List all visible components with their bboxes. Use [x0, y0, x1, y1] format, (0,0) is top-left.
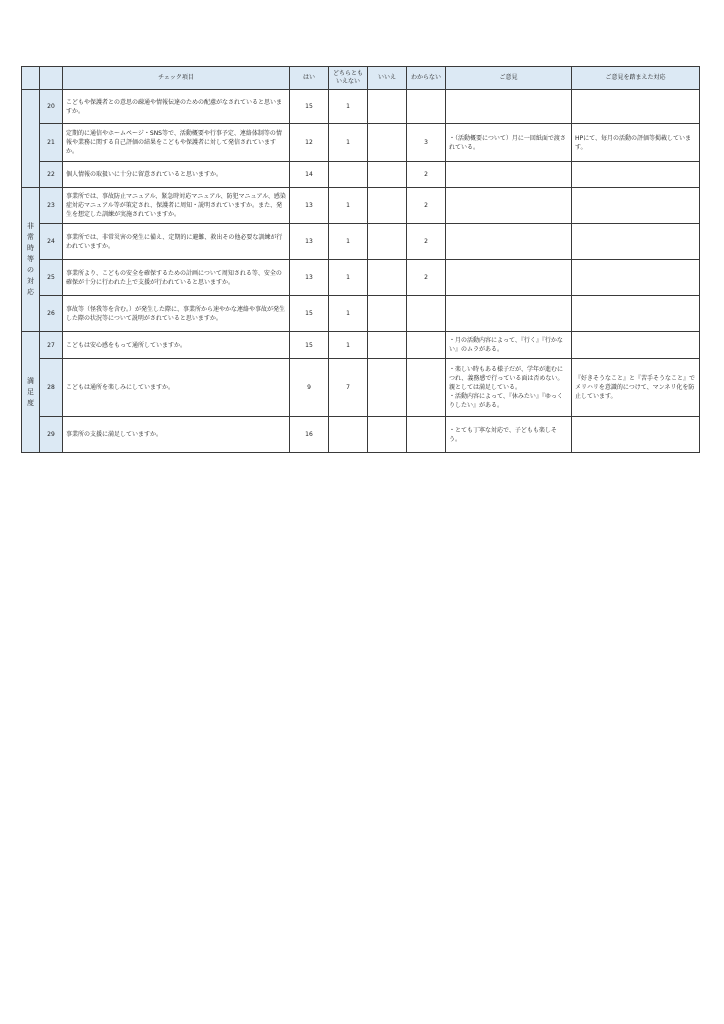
item-number: 28 [40, 359, 63, 417]
item-number: 24 [40, 224, 63, 260]
no-count [368, 260, 407, 296]
no-count [368, 224, 407, 260]
response-cell [572, 90, 700, 124]
table-row [22, 417, 700, 453]
neither-count: 1 [329, 260, 368, 296]
opinion-cell [446, 162, 572, 188]
item-number: 27 [40, 332, 63, 359]
yes-count: 15 [290, 90, 329, 124]
item-number: 23 [40, 188, 63, 224]
item-number: 26 [40, 296, 63, 332]
no-count [368, 162, 407, 188]
response-cell: HPにて、毎月の活動の評価等掲載しています。 [572, 124, 700, 162]
table-row [22, 162, 700, 188]
survey-table [21, 66, 700, 453]
opinion-line: ・月の活動内容によって、『行く』『行かない』のムラがある。 [449, 337, 563, 353]
neither-count: 1 [329, 296, 368, 332]
header-row [22, 67, 700, 90]
opinion-cell [446, 296, 572, 332]
unknown-count [407, 359, 446, 417]
yes-count: 13 [290, 260, 329, 296]
response-cell [572, 162, 700, 188]
unknown-count: 2 [407, 188, 446, 224]
opinion-line: ・活動内容によって、『休みたい』『ゆっくりしたい』がある。 [449, 393, 563, 409]
unknown-count: 2 [407, 224, 446, 260]
opinion-cell [446, 224, 572, 260]
survey-body [22, 90, 700, 453]
opinion-line: ・楽しい時もある様子だが、学年が進むにつれ、義務感で行っている面は否めない。親としては満足している。 [449, 366, 564, 391]
question-text: 定期的に通信やホームページ・SNS等で、活動概要や行事予定、連絡体制等の情報や業務に関する自己評価の結果をこどもや保護者に対して発信されていますか。 [63, 124, 290, 162]
yes-count: 13 [290, 224, 329, 260]
neither-count: 1 [329, 188, 368, 224]
no-count [368, 188, 407, 224]
table-row [22, 188, 700, 224]
header-opinion: ご意見 [446, 67, 572, 90]
opinion-cell [446, 188, 572, 224]
item-number: 21 [40, 124, 63, 162]
question-text: 事業所より、こどもの安全を確保するための計画について周知される等、安全の確保が十分に行われた上で支援が行われていると思いますか。 [63, 260, 290, 296]
unknown-count [407, 332, 446, 359]
table-row [22, 359, 700, 417]
response-cell [572, 188, 700, 224]
yes-count: 15 [290, 296, 329, 332]
neither-count: 1 [329, 224, 368, 260]
opinion-line: ・（活動概要について）月に一回紙面で渡されている。 [449, 134, 566, 151]
neither-count: 1 [329, 90, 368, 124]
unknown-count: 3 [407, 124, 446, 162]
question-text: 個人情報の取扱いに十分に留意されていると思いますか。 [63, 162, 290, 188]
category-label: 非常時等の対応 [27, 222, 34, 296]
header-yes: はい [290, 67, 329, 90]
item-number: 29 [40, 417, 63, 453]
yes-count: 9 [290, 359, 329, 417]
yes-count: 14 [290, 162, 329, 188]
neither-count: 1 [329, 124, 368, 162]
response-cell [572, 224, 700, 260]
no-count [368, 417, 407, 453]
yes-count: 15 [290, 332, 329, 359]
category-label: 満足度 [27, 376, 34, 407]
item-number: 25 [40, 260, 63, 296]
category-emergency [22, 188, 40, 332]
opinion-cell [446, 332, 572, 359]
item-number: 20 [40, 90, 63, 124]
question-text: こどもや保護者との意思の疎通や情報伝達のための配慮がなされていると思いますか。 [63, 90, 290, 124]
unknown-count: 2 [407, 260, 446, 296]
neither-count [329, 417, 368, 453]
question-text: 事故等（怪我等を含む。）が発生した際に、事業所から速やかな連絡や事故が発生した際の状況等について説明がされていると思いますか。 [63, 296, 290, 332]
opinion-cell [446, 260, 572, 296]
yes-count: 13 [290, 188, 329, 224]
no-count [368, 332, 407, 359]
no-count [368, 359, 407, 417]
table-row [22, 260, 700, 296]
neither-count [329, 162, 368, 188]
table-row [22, 90, 700, 124]
no-count [368, 124, 407, 162]
opinion-cell [446, 124, 572, 162]
item-number: 22 [40, 162, 63, 188]
header-blank-category [22, 67, 40, 90]
neither-count: 1 [329, 332, 368, 359]
response-cell [572, 260, 700, 296]
response-cell [572, 296, 700, 332]
opinion-cell [446, 359, 572, 417]
no-count [368, 296, 407, 332]
header-item: チェック項目 [63, 67, 290, 90]
table-row [22, 332, 700, 359]
header-unknown: わからない [407, 67, 446, 90]
response-cell [572, 332, 700, 359]
question-text: こどもは安心感をもって通所していますか。 [63, 332, 290, 359]
category-cell [22, 90, 40, 188]
question-text: こどもは通所を楽しみにしていますか。 [63, 359, 290, 417]
no-count [368, 90, 407, 124]
table-row [22, 124, 700, 162]
neither-count: 7 [329, 359, 368, 417]
yes-count: 16 [290, 417, 329, 453]
header-no: いいえ [368, 67, 407, 90]
opinion-line: ・とても丁寧な対応で、子どもも楽しそう。 [449, 426, 557, 443]
unknown-count: 2 [407, 162, 446, 188]
response-cell: 『好きそうなこと』と『苦手そうなこと』でメリハリを意識的につけて、マンネリ化を防止しています。 [572, 359, 700, 417]
header-blank-number [40, 67, 63, 90]
question-text: 事業所では、非常災害の発生に備え、定期的に避難、救出その他必要な訓練が行われていますか。 [63, 224, 290, 260]
table-row [22, 224, 700, 260]
category-satisfaction [22, 332, 40, 453]
yes-count: 12 [290, 124, 329, 162]
opinion-cell [446, 417, 572, 453]
unknown-count [407, 296, 446, 332]
unknown-count [407, 417, 446, 453]
header-response: ご意見を踏まえた対応 [572, 67, 700, 90]
unknown-count [407, 90, 446, 124]
header-neither: どちらとも いえない [329, 67, 368, 90]
table-row [22, 296, 700, 332]
opinion-cell [446, 90, 572, 124]
question-text: 事業所の支援に満足していますか。 [63, 417, 290, 453]
question-text: 事業所では、事故防止マニュアル、緊急時対応マニュアル、防犯マニュアル、感染症対応マニュアル等が策定され、保護者に周知・説明されていますか。また、発生を想定した訓練が実施されていますか。 [63, 188, 290, 224]
response-cell [572, 417, 700, 453]
